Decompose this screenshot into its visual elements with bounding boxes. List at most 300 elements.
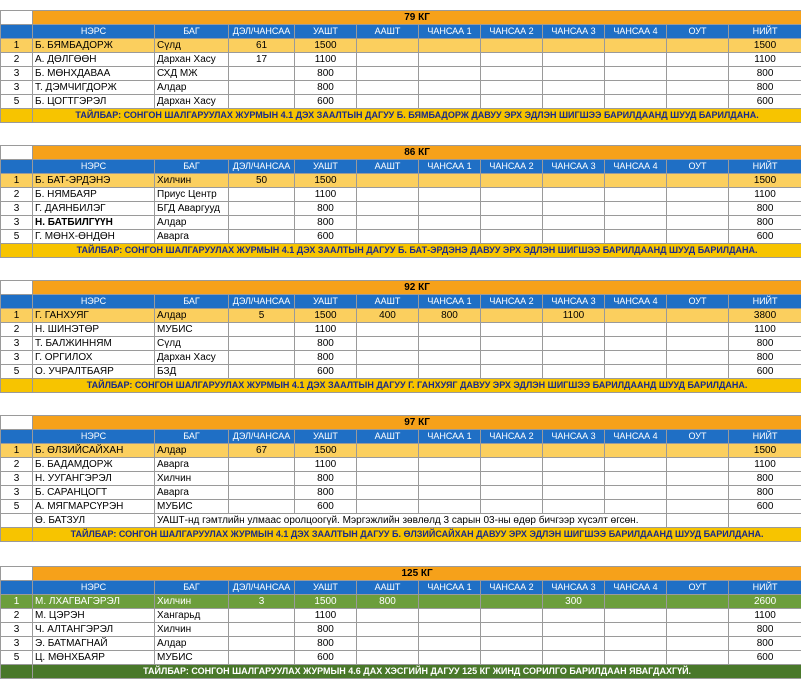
out-cell[interactable] bbox=[667, 444, 729, 458]
out-cell[interactable] bbox=[667, 609, 729, 623]
total-cell[interactable]: 600 bbox=[729, 651, 801, 665]
uasht-cell[interactable]: 800 bbox=[295, 67, 357, 81]
name-cell[interactable]: Б. НЯМБАЯР bbox=[33, 188, 155, 202]
del-cell[interactable] bbox=[229, 637, 295, 651]
header-ch4[interactable]: ЧАНСАА 4 bbox=[605, 430, 667, 444]
del-cell[interactable]: 17 bbox=[229, 53, 295, 67]
header-total[interactable]: НИЙТ bbox=[729, 160, 801, 174]
aasht-cell[interactable] bbox=[357, 216, 419, 230]
ch3-cell[interactable] bbox=[543, 323, 605, 337]
del-cell[interactable]: 3 bbox=[229, 595, 295, 609]
aasht-cell[interactable] bbox=[357, 53, 419, 67]
header-del[interactable]: ДЭЛ/ЧАНСАА bbox=[229, 295, 295, 309]
name-cell[interactable]: Н. ШИНЭТӨР bbox=[33, 323, 155, 337]
note-text[interactable]: ТАЙЛБАР: СОНГОН ШАЛГАРУУЛАХ ЖУРМЫН 4.1 ДЭХ ЗААЛТЫН ДАГУУ Г. ГАНХУЯГ ДАВУУ ЭРХ ЭДЛЭН ШИГШЭЭ БАРИЛДААНД ШУУД БАРИЛДАНА. bbox=[33, 379, 801, 393]
team-cell[interactable]: Аварга bbox=[155, 486, 229, 500]
uasht-cell[interactable]: 1500 bbox=[295, 174, 357, 188]
ch1-cell[interactable] bbox=[419, 595, 481, 609]
ch3-cell[interactable] bbox=[543, 81, 605, 95]
uasht-cell[interactable]: 1500 bbox=[295, 595, 357, 609]
team-cell[interactable]: Алдар bbox=[155, 309, 229, 323]
uasht-cell[interactable]: 600 bbox=[295, 365, 357, 379]
ch2-cell[interactable] bbox=[481, 216, 543, 230]
ch4-cell[interactable] bbox=[605, 486, 667, 500]
rank-cell[interactable]: 3 bbox=[1, 202, 33, 216]
header-ch1[interactable]: ЧАНСАА 1 bbox=[419, 160, 481, 174]
ch4-cell[interactable] bbox=[605, 188, 667, 202]
header-aasht[interactable]: ААШТ bbox=[357, 581, 419, 595]
blank-cell[interactable] bbox=[1, 567, 33, 581]
header-uasht[interactable]: УАШТ bbox=[295, 581, 357, 595]
total-cell[interactable]: 1500 bbox=[729, 444, 801, 458]
header-ch3[interactable]: ЧАНСАА 3 bbox=[543, 581, 605, 595]
total-cell[interactable]: 800 bbox=[729, 351, 801, 365]
ch3-cell[interactable] bbox=[543, 458, 605, 472]
ch3-cell[interactable]: 300 bbox=[543, 595, 605, 609]
del-cell[interactable] bbox=[229, 230, 295, 244]
ch3-cell[interactable] bbox=[543, 486, 605, 500]
aasht-cell[interactable] bbox=[357, 95, 419, 109]
out-cell[interactable] bbox=[667, 623, 729, 637]
blank-cell[interactable] bbox=[1, 416, 33, 430]
header-del[interactable]: ДЭЛ/ЧАНСАА bbox=[229, 430, 295, 444]
name-cell[interactable]: М. ЛХАГВАГЭРЭЛ bbox=[33, 595, 155, 609]
total-cell[interactable]: 3800 bbox=[729, 309, 801, 323]
header-name[interactable]: НЭРС bbox=[33, 295, 155, 309]
ch2-cell[interactable] bbox=[481, 202, 543, 216]
ch3-cell[interactable] bbox=[543, 337, 605, 351]
header-out[interactable]: ОУТ bbox=[667, 430, 729, 444]
team-cell[interactable]: Хилчин bbox=[155, 595, 229, 609]
name-cell[interactable]: А. МЯГМАРСҮРЭН bbox=[33, 500, 155, 514]
ch1-cell[interactable] bbox=[419, 609, 481, 623]
del-cell[interactable] bbox=[229, 337, 295, 351]
ch2-cell[interactable] bbox=[481, 623, 543, 637]
header-ch4[interactable]: ЧАНСАА 4 bbox=[605, 160, 667, 174]
del-cell[interactable] bbox=[229, 95, 295, 109]
out-cell[interactable] bbox=[667, 202, 729, 216]
name-cell[interactable]: Б. БАДАМДОРЖ bbox=[33, 458, 155, 472]
ch1-cell[interactable] bbox=[419, 444, 481, 458]
ch1-cell[interactable] bbox=[419, 337, 481, 351]
header-aasht[interactable]: ААШТ bbox=[357, 295, 419, 309]
out-cell[interactable] bbox=[667, 230, 729, 244]
header-name[interactable]: НЭРС bbox=[33, 430, 155, 444]
uasht-cell[interactable]: 800 bbox=[295, 486, 357, 500]
rank-cell[interactable]: 2 bbox=[1, 188, 33, 202]
ch1-cell[interactable] bbox=[419, 188, 481, 202]
aasht-cell[interactable] bbox=[357, 81, 419, 95]
aasht-cell[interactable] bbox=[357, 323, 419, 337]
total-cell[interactable]: 600 bbox=[729, 95, 801, 109]
out-cell[interactable] bbox=[667, 351, 729, 365]
header-blank-cell[interactable] bbox=[1, 25, 33, 39]
header-uasht[interactable]: УАШТ bbox=[295, 430, 357, 444]
header-total[interactable]: НИЙТ bbox=[729, 25, 801, 39]
name-cell[interactable]: Н. БАТБИЛГҮҮН bbox=[33, 216, 155, 230]
out-cell[interactable] bbox=[667, 81, 729, 95]
ch4-cell[interactable] bbox=[605, 595, 667, 609]
ch4-cell[interactable] bbox=[605, 500, 667, 514]
uasht-cell[interactable]: 600 bbox=[295, 500, 357, 514]
aasht-cell[interactable] bbox=[357, 458, 419, 472]
team-cell[interactable]: СХД МЖ bbox=[155, 67, 229, 81]
name-cell[interactable]: Т. БАЛЖИННЯМ bbox=[33, 337, 155, 351]
total-cell[interactable]: 600 bbox=[729, 230, 801, 244]
del-cell[interactable] bbox=[229, 365, 295, 379]
ch2-cell[interactable] bbox=[481, 95, 543, 109]
rank-cell[interactable]: 2 bbox=[1, 609, 33, 623]
ch4-cell[interactable] bbox=[605, 444, 667, 458]
rank-cell[interactable]: 3 bbox=[1, 351, 33, 365]
team-cell[interactable]: Алдар bbox=[155, 216, 229, 230]
name-cell[interactable]: Ч. АЛТАНГЭРЭЛ bbox=[33, 623, 155, 637]
out-cell[interactable] bbox=[667, 595, 729, 609]
header-ch2[interactable]: ЧАНСАА 2 bbox=[481, 295, 543, 309]
total-cell[interactable]: 800 bbox=[729, 486, 801, 500]
aasht-cell[interactable]: 400 bbox=[357, 309, 419, 323]
ch2-cell[interactable] bbox=[481, 351, 543, 365]
uasht-cell[interactable]: 800 bbox=[295, 81, 357, 95]
ch4-cell[interactable] bbox=[605, 637, 667, 651]
total-cell[interactable]: 1500 bbox=[729, 39, 801, 53]
del-cell[interactable]: 5 bbox=[229, 309, 295, 323]
ch4-cell[interactable] bbox=[605, 81, 667, 95]
weight-class-title[interactable]: 92 КГ bbox=[33, 281, 801, 295]
aasht-cell[interactable] bbox=[357, 472, 419, 486]
out-cell[interactable] bbox=[667, 67, 729, 81]
header-out[interactable]: ОУТ bbox=[667, 581, 729, 595]
del-cell[interactable] bbox=[229, 202, 295, 216]
ch2-cell[interactable] bbox=[481, 174, 543, 188]
header-del[interactable]: ДЭЛ/ЧАНСАА bbox=[229, 160, 295, 174]
ch3-cell[interactable] bbox=[543, 637, 605, 651]
ch1-cell[interactable] bbox=[419, 486, 481, 500]
out-cell[interactable] bbox=[667, 337, 729, 351]
team-cell[interactable]: МУБИС bbox=[155, 323, 229, 337]
team-cell[interactable]: МУБИС bbox=[155, 500, 229, 514]
name-cell[interactable]: Б. ӨЛЗИЙСАЙХАН bbox=[33, 444, 155, 458]
header-out[interactable]: ОУТ bbox=[667, 160, 729, 174]
team-cell[interactable]: Хангарьд bbox=[155, 609, 229, 623]
total-cell[interactable]: 1100 bbox=[729, 458, 801, 472]
uasht-cell[interactable]: 1100 bbox=[295, 53, 357, 67]
name-cell[interactable]: Э. БАТМАГНАЙ bbox=[33, 637, 155, 651]
header-uasht[interactable]: УАШТ bbox=[295, 25, 357, 39]
header-ch3[interactable]: ЧАНСАА 3 bbox=[543, 430, 605, 444]
aasht-cell[interactable]: 800 bbox=[357, 595, 419, 609]
aasht-cell[interactable] bbox=[357, 202, 419, 216]
header-ch3[interactable]: ЧАНСАА 3 bbox=[543, 25, 605, 39]
header-ch1[interactable]: ЧАНСАА 1 bbox=[419, 430, 481, 444]
name-cell[interactable]: Г. ДАЯНБИЛЭГ bbox=[33, 202, 155, 216]
ch4-cell[interactable] bbox=[605, 230, 667, 244]
total-cell[interactable]: 1100 bbox=[729, 609, 801, 623]
ch2-cell[interactable] bbox=[481, 458, 543, 472]
name-cell[interactable]: Т. ДЭМЧИГДОРЖ bbox=[33, 81, 155, 95]
team-cell[interactable]: МУБИС bbox=[155, 651, 229, 665]
uasht-cell[interactable]: 1500 bbox=[295, 444, 357, 458]
name-cell[interactable]: Б. ЦОГТГЭРЭЛ bbox=[33, 95, 155, 109]
ch1-cell[interactable] bbox=[419, 472, 481, 486]
rank-cell[interactable]: 3 bbox=[1, 472, 33, 486]
name-cell[interactable]: Б. МӨНХДАВАА bbox=[33, 67, 155, 81]
total-cell[interactable]: 800 bbox=[729, 67, 801, 81]
header-del[interactable]: ДЭЛ/ЧАНСАА bbox=[229, 25, 295, 39]
header-team[interactable]: БАГ bbox=[155, 430, 229, 444]
ch4-cell[interactable] bbox=[605, 351, 667, 365]
rank-cell[interactable]: 3 bbox=[1, 486, 33, 500]
out-cell[interactable] bbox=[667, 309, 729, 323]
total-cell[interactable]: 600 bbox=[729, 365, 801, 379]
ch3-cell[interactable] bbox=[543, 188, 605, 202]
ch3-cell[interactable] bbox=[543, 67, 605, 81]
header-ch4[interactable]: ЧАНСАА 4 bbox=[605, 295, 667, 309]
total-cell[interactable]: 800 bbox=[729, 216, 801, 230]
del-cell[interactable] bbox=[229, 323, 295, 337]
ch2-cell[interactable] bbox=[481, 609, 543, 623]
header-aasht[interactable]: ААШТ bbox=[357, 160, 419, 174]
note-blank-cell[interactable] bbox=[1, 528, 33, 542]
ch2-cell[interactable] bbox=[481, 67, 543, 81]
ch4-cell[interactable] bbox=[605, 458, 667, 472]
del-cell[interactable] bbox=[229, 81, 295, 95]
header-aasht[interactable]: ААШТ bbox=[357, 430, 419, 444]
note-text[interactable]: ТАЙЛБАР: СОНГОН ШАЛГАРУУЛАХ ЖУРМЫН 4.1 ДЭХ ЗААЛТЫН ДАГУУ Б. БЯМБАДОРЖ ДАВУУ ЭРХ ЭДЛЭН ШИГШЭЭ БАРИЛДААНД ШУУД БАРИЛДАНА. bbox=[33, 109, 801, 123]
uasht-cell[interactable]: 800 bbox=[295, 472, 357, 486]
del-cell[interactable] bbox=[229, 609, 295, 623]
del-cell[interactable] bbox=[229, 67, 295, 81]
total-cell[interactable]: 1100 bbox=[729, 188, 801, 202]
name-cell[interactable]: Г. МӨНХ-ӨНДӨН bbox=[33, 230, 155, 244]
ch1-cell[interactable] bbox=[419, 53, 481, 67]
rank-cell[interactable]: 3 bbox=[1, 67, 33, 81]
aasht-cell[interactable] bbox=[357, 351, 419, 365]
out-cell[interactable] bbox=[667, 651, 729, 665]
weight-class-title[interactable]: 79 КГ bbox=[33, 11, 801, 25]
total-cell[interactable]: 1100 bbox=[729, 53, 801, 67]
header-ch4[interactable]: ЧАНСАА 4 bbox=[605, 25, 667, 39]
ch3-cell[interactable] bbox=[543, 53, 605, 67]
uasht-cell[interactable]: 1100 bbox=[295, 609, 357, 623]
ch4-cell[interactable] bbox=[605, 472, 667, 486]
ch3-cell[interactable] bbox=[543, 95, 605, 109]
ch1-cell[interactable] bbox=[419, 81, 481, 95]
uasht-cell[interactable]: 800 bbox=[295, 202, 357, 216]
team-cell[interactable]: Алдар bbox=[155, 637, 229, 651]
ch1-cell[interactable] bbox=[419, 230, 481, 244]
rank-cell[interactable]: 1 bbox=[1, 444, 33, 458]
header-blank-cell[interactable] bbox=[1, 581, 33, 595]
ch3-cell[interactable] bbox=[543, 230, 605, 244]
del-cell[interactable] bbox=[229, 651, 295, 665]
uasht-cell[interactable]: 1500 bbox=[295, 39, 357, 53]
team-cell[interactable]: БГД Аваргууд bbox=[155, 202, 229, 216]
del-cell[interactable] bbox=[229, 472, 295, 486]
note-text[interactable]: ТАЙЛБАР: СОНГОН ШАЛГАРУУЛАХ ЖУРМЫН 4.1 ДЭХ ЗААЛТЫН ДАГУУ Б. БАТ-ЭРДЭНЭ ДАВУУ ЭРХ ЭДЛЭН ШИГШЭЭ БАРИЛДААНД ШУУД БАРИЛДАНА. bbox=[33, 244, 801, 258]
header-blank-cell[interactable] bbox=[1, 430, 33, 444]
del-cell[interactable]: 50 bbox=[229, 174, 295, 188]
header-ch2[interactable]: ЧАНСАА 2 bbox=[481, 25, 543, 39]
aasht-cell[interactable] bbox=[357, 337, 419, 351]
ch2-cell[interactable] bbox=[481, 230, 543, 244]
out-cell[interactable] bbox=[667, 637, 729, 651]
ch3-cell[interactable] bbox=[543, 623, 605, 637]
del-cell[interactable] bbox=[229, 500, 295, 514]
total-cell[interactable]: 800 bbox=[729, 202, 801, 216]
aasht-cell[interactable] bbox=[357, 609, 419, 623]
aasht-cell[interactable] bbox=[357, 500, 419, 514]
uasht-cell[interactable]: 800 bbox=[295, 216, 357, 230]
name-cell[interactable]: Ө. БАТЗУЛ bbox=[33, 514, 155, 528]
ch2-cell[interactable] bbox=[481, 188, 543, 202]
del-cell[interactable] bbox=[229, 188, 295, 202]
out-cell[interactable] bbox=[667, 188, 729, 202]
out-cell[interactable] bbox=[667, 365, 729, 379]
ch1-cell[interactable] bbox=[419, 202, 481, 216]
aasht-cell[interactable] bbox=[357, 623, 419, 637]
ch3-cell[interactable] bbox=[543, 472, 605, 486]
header-out[interactable]: ОУТ bbox=[667, 295, 729, 309]
ch1-cell[interactable] bbox=[419, 458, 481, 472]
ch1-cell[interactable] bbox=[419, 174, 481, 188]
ch4-cell[interactable] bbox=[605, 365, 667, 379]
ch1-cell[interactable]: 800 bbox=[419, 309, 481, 323]
header-ch1[interactable]: ЧАНСАА 1 bbox=[419, 295, 481, 309]
ch2-cell[interactable] bbox=[481, 500, 543, 514]
rank-cell[interactable]: 1 bbox=[1, 595, 33, 609]
header-team[interactable]: БАГ bbox=[155, 295, 229, 309]
name-cell[interactable]: О. УЧРАЛТБАЯР bbox=[33, 365, 155, 379]
ch2-cell[interactable] bbox=[481, 39, 543, 53]
header-ch1[interactable]: ЧАНСАА 1 bbox=[419, 581, 481, 595]
header-ch4[interactable]: ЧАНСАА 4 bbox=[605, 581, 667, 595]
name-cell[interactable]: Н. УУГАНГЭРЭЛ bbox=[33, 472, 155, 486]
aasht-cell[interactable] bbox=[357, 230, 419, 244]
header-total[interactable]: НИЙТ bbox=[729, 295, 801, 309]
name-cell[interactable]: Б. БАТ-ЭРДЭНЭ bbox=[33, 174, 155, 188]
header-blank-cell[interactable] bbox=[1, 160, 33, 174]
ch1-cell[interactable] bbox=[419, 365, 481, 379]
total-cell[interactable]: 800 bbox=[729, 637, 801, 651]
name-cell[interactable]: М. ЦЭРЭН bbox=[33, 609, 155, 623]
team-cell[interactable]: Алдар bbox=[155, 444, 229, 458]
header-name[interactable]: НЭРС bbox=[33, 160, 155, 174]
rank-cell[interactable]: 3 bbox=[1, 81, 33, 95]
ch3-cell[interactable] bbox=[543, 351, 605, 365]
ch1-cell[interactable] bbox=[419, 95, 481, 109]
uasht-cell[interactable]: 1100 bbox=[295, 458, 357, 472]
ch1-cell[interactable] bbox=[419, 39, 481, 53]
ch3-cell[interactable] bbox=[543, 216, 605, 230]
ch3-cell[interactable] bbox=[543, 609, 605, 623]
team-cell[interactable]: Дархан Хасу bbox=[155, 351, 229, 365]
ch4-cell[interactable] bbox=[605, 95, 667, 109]
blank-cell[interactable] bbox=[1, 146, 33, 160]
name-cell[interactable]: А. ДӨЛГӨӨН bbox=[33, 53, 155, 67]
rank-cell[interactable]: 5 bbox=[1, 95, 33, 109]
ch4-cell[interactable] bbox=[605, 174, 667, 188]
ch1-cell[interactable] bbox=[419, 651, 481, 665]
total-cell[interactable]: 1500 bbox=[729, 174, 801, 188]
name-cell[interactable]: Г. ГАНХУЯГ bbox=[33, 309, 155, 323]
rank-cell[interactable]: 2 bbox=[1, 458, 33, 472]
rank-cell[interactable]: 5 bbox=[1, 500, 33, 514]
note-text[interactable]: ТАЙЛБАР: СОНГОН ШАЛГАРУУЛАХ ЖУРМЫН 4.6 ДАХ ХЭСГИЙН ДАГУУ 125 КГ ЖИНД СОРИЛГО БАРИЛДААН ЯВАГДАХГҮЙ. bbox=[33, 665, 801, 679]
rank-cell[interactable]: 3 bbox=[1, 637, 33, 651]
team-cell[interactable]: Дархан Хасу bbox=[155, 95, 229, 109]
header-team[interactable]: БАГ bbox=[155, 25, 229, 39]
ch4-cell[interactable] bbox=[605, 309, 667, 323]
aasht-cell[interactable] bbox=[357, 637, 419, 651]
ch4-cell[interactable] bbox=[605, 67, 667, 81]
note-blank-cell[interactable] bbox=[1, 244, 33, 258]
uasht-cell[interactable]: 1500 bbox=[295, 309, 357, 323]
rank-cell[interactable]: 2 bbox=[1, 323, 33, 337]
total-cell[interactable]: 1100 bbox=[729, 323, 801, 337]
team-cell[interactable]: Сүлд bbox=[155, 39, 229, 53]
total-cell[interactable]: 800 bbox=[729, 81, 801, 95]
header-team[interactable]: БАГ bbox=[155, 160, 229, 174]
del-cell[interactable] bbox=[229, 216, 295, 230]
ch2-cell[interactable] bbox=[481, 365, 543, 379]
rank-cell[interactable]: 5 bbox=[1, 230, 33, 244]
rank-cell[interactable]: 3 bbox=[1, 623, 33, 637]
uasht-cell[interactable]: 600 bbox=[295, 230, 357, 244]
team-cell[interactable]: Хилчин bbox=[155, 623, 229, 637]
note-blank-cell[interactable] bbox=[1, 665, 33, 679]
ch2-cell[interactable] bbox=[481, 595, 543, 609]
rank-cell[interactable]: 5 bbox=[1, 365, 33, 379]
ch2-cell[interactable] bbox=[481, 486, 543, 500]
ch2-cell[interactable] bbox=[481, 472, 543, 486]
out-cell[interactable] bbox=[667, 39, 729, 53]
del-cell[interactable] bbox=[229, 623, 295, 637]
ch3-cell[interactable] bbox=[543, 651, 605, 665]
rank-cell[interactable]: 1 bbox=[1, 309, 33, 323]
name-cell[interactable]: Б. САРАНЦОГТ bbox=[33, 486, 155, 500]
uasht-cell[interactable]: 800 bbox=[295, 351, 357, 365]
ch3-cell[interactable] bbox=[543, 202, 605, 216]
header-ch1[interactable]: ЧАНСАА 1 bbox=[419, 25, 481, 39]
name-cell[interactable]: Г. ОРГИЛОХ bbox=[33, 351, 155, 365]
ch2-cell[interactable] bbox=[481, 337, 543, 351]
ch4-cell[interactable] bbox=[605, 216, 667, 230]
team-cell[interactable]: Хилчин bbox=[155, 472, 229, 486]
header-out[interactable]: ОУТ bbox=[667, 25, 729, 39]
header-total[interactable]: НИЙТ bbox=[729, 581, 801, 595]
aasht-cell[interactable] bbox=[357, 67, 419, 81]
ch3-cell[interactable] bbox=[543, 39, 605, 53]
total-cell[interactable]: 2600 bbox=[729, 595, 801, 609]
blank-cell[interactable] bbox=[1, 11, 33, 25]
del-cell[interactable] bbox=[229, 351, 295, 365]
empty-cell[interactable] bbox=[729, 514, 801, 528]
ch3-cell[interactable] bbox=[543, 365, 605, 379]
total-cell[interactable]: 800 bbox=[729, 472, 801, 486]
ch4-cell[interactable] bbox=[605, 202, 667, 216]
rank-cell[interactable]: 1 bbox=[1, 174, 33, 188]
out-cell[interactable] bbox=[667, 486, 729, 500]
header-name[interactable]: НЭРС bbox=[33, 581, 155, 595]
ch1-cell[interactable] bbox=[419, 500, 481, 514]
ch3-cell[interactable]: 1100 bbox=[543, 309, 605, 323]
ch3-cell[interactable] bbox=[543, 444, 605, 458]
name-cell[interactable]: Б. БЯМБАДОРЖ bbox=[33, 39, 155, 53]
header-ch3[interactable]: ЧАНСАА 3 bbox=[543, 295, 605, 309]
ch4-cell[interactable] bbox=[605, 609, 667, 623]
note-text[interactable]: ТАЙЛБАР: СОНГОН ШАЛГАРУУЛАХ ЖУРМЫН 4.1 ДЭХ ЗААЛТЫН ДАГУУ Б. ӨЛЗИЙСАЙХАН ДАВУУ ЭРХ ЭДЛЭН ШИГШЭЭ БАРИЛДААНД ШУУД БАРИЛДАНА. bbox=[33, 528, 801, 542]
